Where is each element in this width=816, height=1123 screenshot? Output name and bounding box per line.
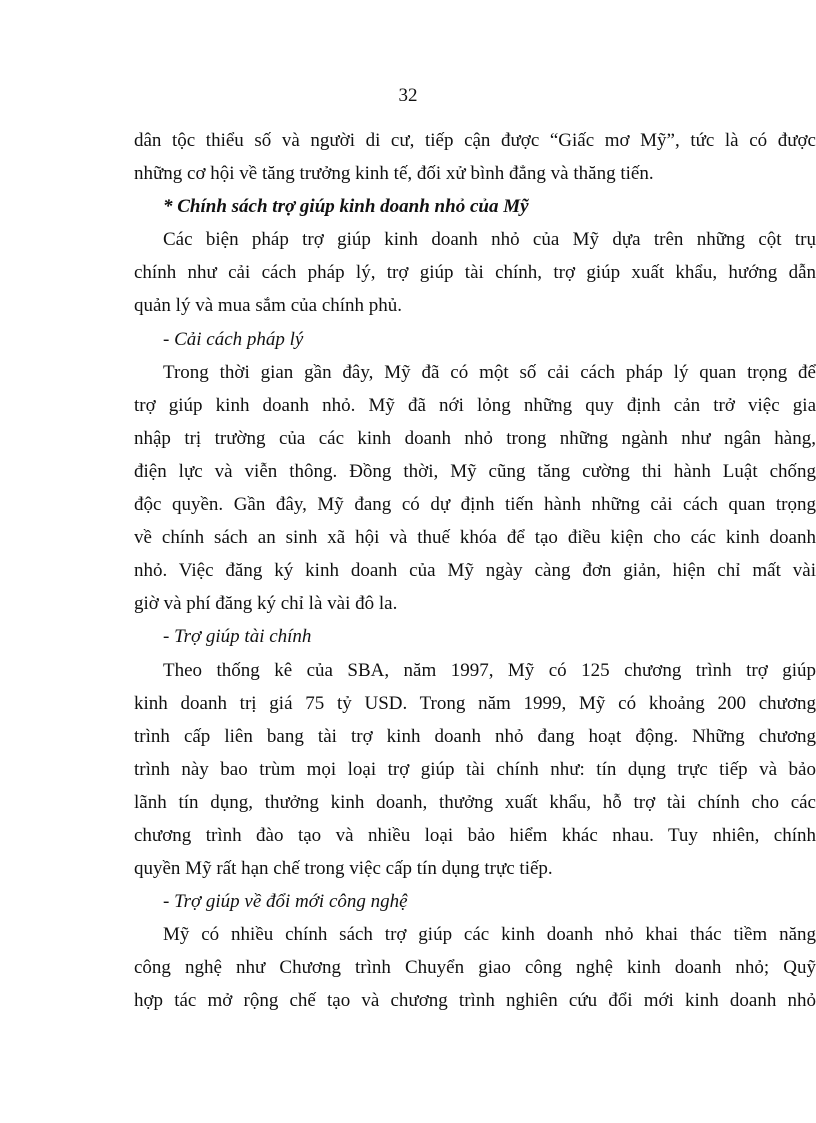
text-line (134, 852, 816, 885)
text-line (134, 687, 816, 720)
subheading-text: - Trợ giúp về đổi mới công nghệ (163, 891, 408, 913)
text-line (134, 786, 816, 819)
line-text: Trong thời gian gần đây, Mỹ đã có một số cải cách pháp lý quan trọng để (163, 361, 816, 383)
subsection-heading (134, 885, 816, 918)
text-line (134, 521, 816, 554)
text-line (134, 289, 816, 322)
text-line (134, 819, 816, 852)
line-text: quản lý và mua sắm của chính phủ. (134, 295, 403, 317)
subsection-heading (134, 323, 816, 356)
text-line (134, 918, 816, 951)
line-text: điện lực và viễn thông. Đồng thời, Mỹ cũng tăng cường thi hành Luật chống (134, 460, 816, 482)
line-text: Các biện pháp trợ giúp kinh doanh nhỏ của Mỹ dựa trên những cột trụ (163, 229, 816, 251)
line-text: về chính sách an sinh xã hội và thuế khóa để tạo điều kiện cho các kinh doanh (134, 527, 816, 549)
text-line (134, 720, 816, 753)
text-line (134, 223, 816, 256)
page-number: 32 (398, 85, 418, 106)
line-text: Theo thống kê của SBA, năm 1997, Mỹ có 125 chương trình trợ giúp (163, 659, 816, 681)
text-line (134, 389, 816, 422)
line-text: chính như cải cách pháp lý, trợ giúp tài chính, trợ giúp xuất khẩu, hướng dẫn (134, 262, 816, 284)
text-line (134, 124, 816, 157)
text-line (134, 753, 816, 786)
subheading-text: - Cải cách pháp lý (163, 328, 304, 350)
text-line (134, 587, 816, 620)
text-line (134, 984, 816, 1017)
line-text: giờ và phí đăng ký chỉ là vài đô la. (134, 593, 398, 615)
line-text: trợ giúp kinh doanh nhỏ. Mỹ đã nới lỏng những quy định cản trở việc gia (134, 394, 816, 416)
line-text: công nghệ như Chương trình Chuyển giao công nghệ kinh doanh nhỏ; Quỹ (134, 957, 816, 979)
text-line (134, 356, 816, 389)
line-text: nhỏ. Việc đăng ký kinh doanh của Mỹ ngày càng đơn giản, hiện chỉ mất vài (134, 560, 816, 582)
line-text: nhập trị trường của các kinh doanh nhỏ trong những ngành như ngân hàng, (134, 427, 816, 449)
line-text: trình này bao trùm mọi loại trợ giúp tài chính như: tín dụng trực tiếp và bảo (134, 758, 816, 780)
line-text: trình cấp liên bang tài trợ kinh doanh nhỏ đang hoạt động. Những chương (134, 725, 816, 747)
line-text: kinh doanh trị giá 75 tỷ USD. Trong năm 1999, Mỹ có khoảng 200 chương (134, 692, 816, 714)
section-heading (134, 190, 816, 223)
line-text: quyền Mỹ rất hạn chế trong việc cấp tín dụng trực tiếp. (134, 858, 553, 880)
line-text: những cơ hội về tăng trưởng kinh tế, đối xử bình đẳng và thăng tiến. (134, 163, 654, 185)
text-line (134, 256, 816, 289)
line-text: dân tộc thiểu số và người di cư, tiếp cận được “Giấc mơ Mỹ”, tức là có được (134, 130, 816, 151)
text-line (134, 455, 816, 488)
text-line (134, 951, 816, 984)
body-text (134, 124, 816, 1018)
text-line (134, 554, 816, 587)
line-text: hợp tác mở rộng chế tạo và chương trình nghiên cứu đổi mới kinh doanh nhỏ (134, 990, 816, 1012)
line-text: độc quyền. Gần đây, Mỹ đang có dự định tiến hành những cải cách quan trọng (134, 494, 816, 516)
line-text: lãnh tín dụng, thưởng kinh doanh, thưởng xuất khẩu, hỗ trợ tài chính cho các (134, 791, 816, 813)
text-line (134, 654, 816, 687)
text-line (134, 488, 816, 521)
heading-text: * Chính sách trợ giúp kinh doanh nhỏ của Mỹ (163, 196, 529, 218)
subsection-heading (134, 620, 816, 653)
text-line (134, 157, 816, 190)
text-line (134, 422, 816, 455)
subheading-text: - Trợ giúp tài chính (163, 626, 312, 648)
line-text: chương trình đào tạo và nhiều loại bảo hiểm khác nhau. Tuy nhiên, chính (134, 824, 816, 846)
line-text: Mỹ có nhiều chính sách trợ giúp các kinh doanh nhỏ khai thác tiềm năng (163, 924, 816, 946)
